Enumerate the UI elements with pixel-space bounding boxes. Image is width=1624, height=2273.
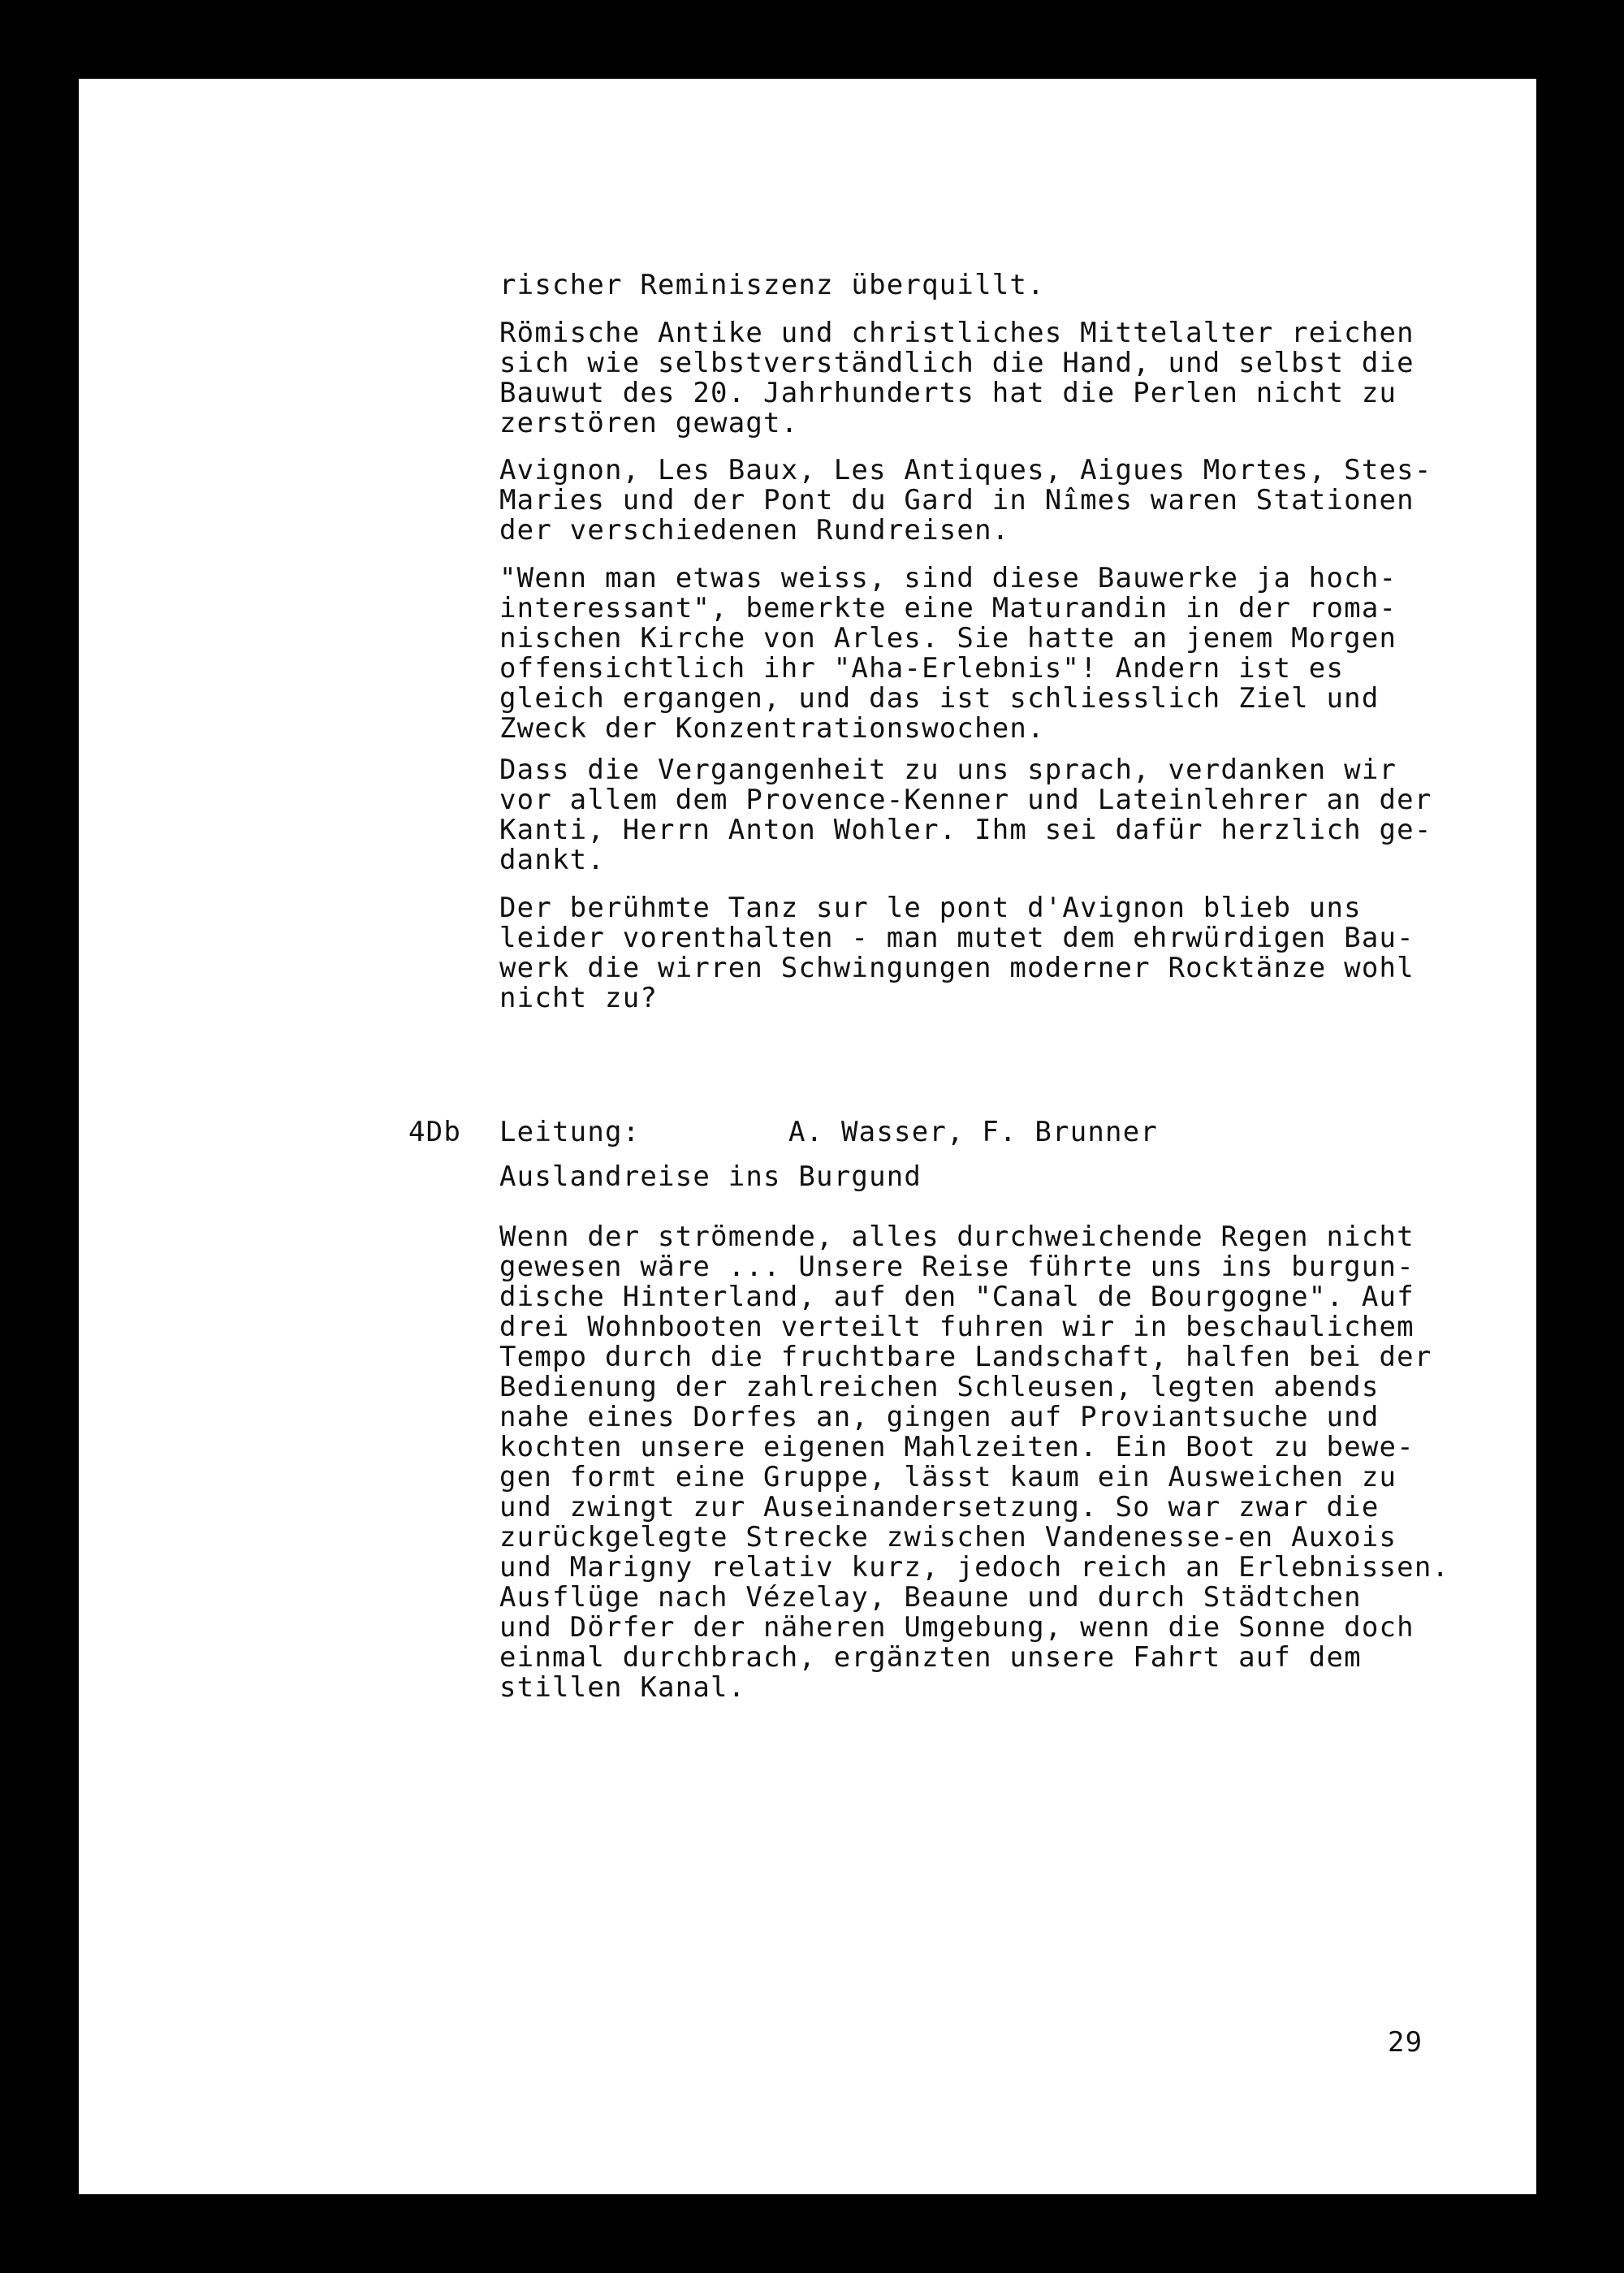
paragraph-6: Der berühmte Tanz sur le pont d'Avignon blieb uns leider vorenthalten - man mutet dem ehrwürdigen Bau- werk die wirren Schwingungen moderner Rocktänze wohl nicht zu? — [499, 892, 1415, 1014]
paragraph-5: Dass die Vergangenheit zu uns sprach, verdanken wir vor allem dem Provence-Kenner und Lateinlehrer an der Kanti, Herrn Anton Wohler. Ihm sei dafür herzlich ge- dankt. — [499, 754, 1432, 876]
class-code: 4Db — [408, 1116, 462, 1148]
paragraph-2: Römische Antike und christliches Mittelalter reichen sich wie selbstverständlich die Hand, und selbst die Bauwut des 20. Jahrhunderts hat die Perlen nicht zu zerstören gewagt. — [499, 317, 1415, 439]
document-page — [79, 79, 1536, 2194]
page-number: 29 — [1388, 2026, 1423, 2059]
section-title: Auslandreise ins Burgund — [499, 1160, 922, 1193]
section-body: Wenn der strömende, alles durchweichende Regen nicht gewesen wäre ... Unsere Reise führte uns ins burgun- dische Hinterland, auf den "Canal de Bourgogne". Auf drei Wohnbooten verteilt fuhren wir in beschaulichem Tempo durch die fruchtbare Landschaft, halfen bei der Bedienung der zahlreichen Schleusen, legten abends nahe eines Dorfes an, gingen auf Proviantsuche und kochten unsere eigenen Mahlzeiten. Ein Boot zu bewe- gen formt eine Gruppe, lässt kaum ein Ausweichen zu und zwingt zur Auseinandersetzung. So war zwar die zurückgelegte Strecke zwischen Vandenesse-en Auxois und Marigny relativ kurz, jedoch reich an Erlebnissen. Ausflüge nach Vézelay, Beaune und durch Städtchen und Dörfer der näheren Umgebung, wenn die Sonne doch einmal durchbrach, ergänzten unsere Fahrt auf dem stillen Kanal. — [499, 1221, 1450, 1704]
leitung-names: A. Wasser, F. Brunner — [788, 1116, 1159, 1148]
paragraph-1: rischer Reminiszenz überquillt. — [499, 269, 1045, 301]
paragraph-3: Avignon, Les Baux, Les Antiques, Aigues Mortes, Stes- Maries und der Pont du Gard in Nîmes waren Stationen der verschiedenen Rundreisen. — [499, 454, 1432, 547]
paragraph-4: "Wenn man etwas weiss, sind diese Bauwerke ja hoch- interessant", bemerkte eine Maturandin in der roma- nischen Kirche von Arles. Sie hatte an jenem Morgen offensichtlich ihr "Aha-Erlebnis"! Andern ist es gleich ergangen, und das ist schliesslich Ziel und Zweck der Konzentrationswochen. — [499, 562, 1397, 745]
leitung-label: Leitung: — [499, 1116, 641, 1148]
